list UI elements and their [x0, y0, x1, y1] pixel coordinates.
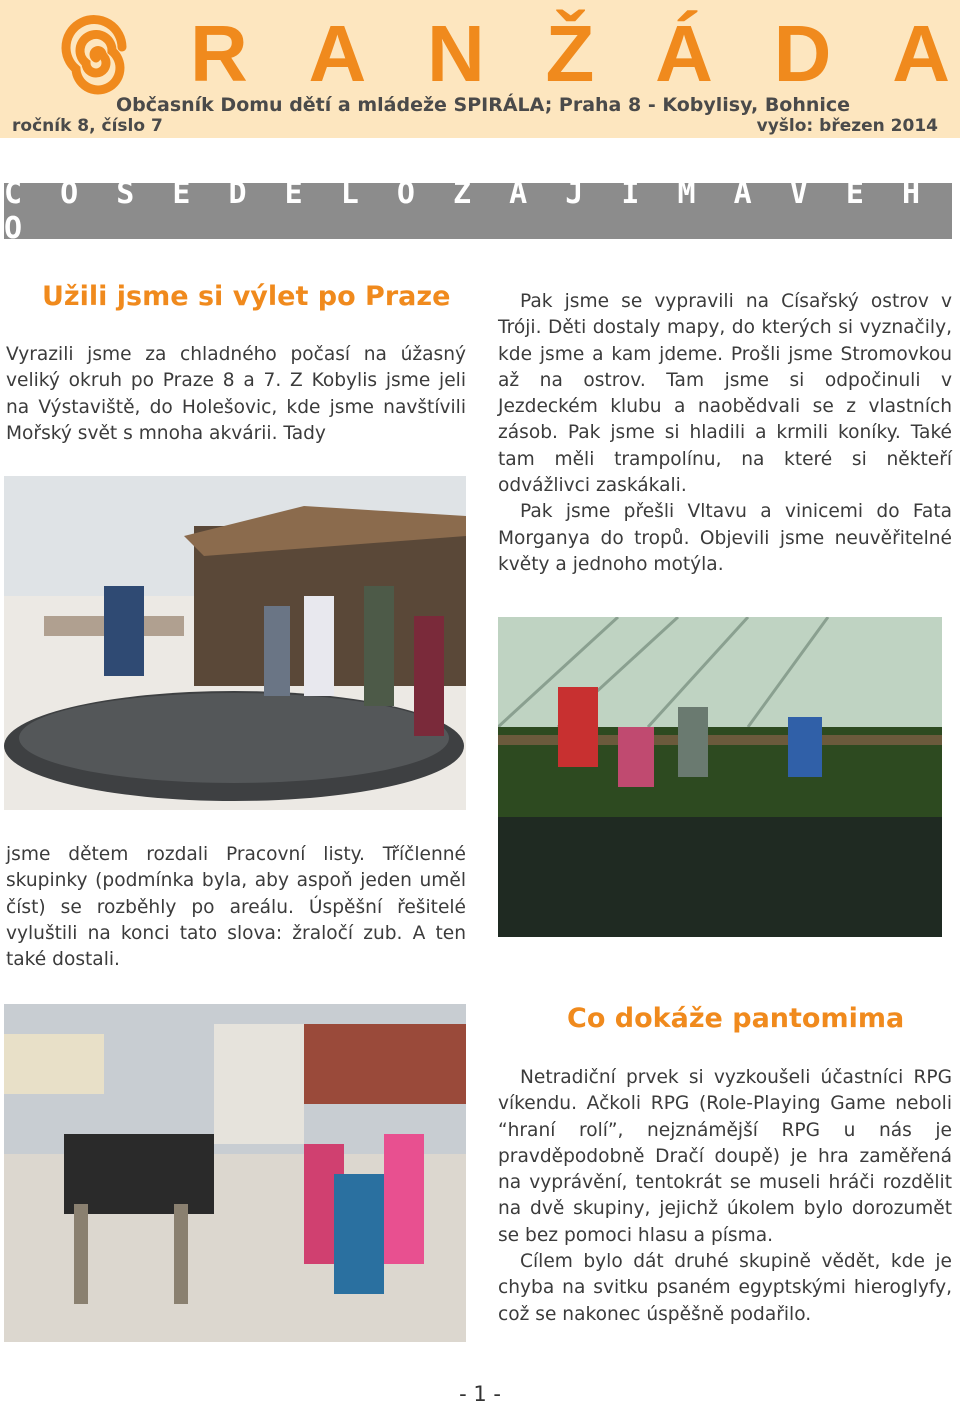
issue-number: ročník 8, číslo 7 — [12, 116, 163, 136]
masthead — [0, 0, 960, 138]
article-title: Užili jsme si výlet po Praze — [42, 281, 451, 312]
photo-trampoline — [4, 476, 466, 810]
photo-greenhouse — [498, 617, 942, 937]
article-title: Co dokáže pantomima — [567, 1003, 905, 1034]
paragraph-text: Pak jsme přešli Vltavu a vinicemi do Fata Morganya do tropů. Objevili jsme neuvěřitelné květy a jednoho motýla. — [498, 501, 952, 575]
title-letter: N — [427, 9, 485, 98]
paragraph-text: Netradiční prvek si vyzkoušeli účastníci RPG víkendu. Ačkoli RPG (Role-Playing Game neboli “hraní rolí”, nejznámější RPG u nás je pravděpodobně Dračí doupě) je hra zaměřená na vyprávění, tentokrát se museli hráči rozdělit na dvě skupiny, jejichž úkolem bylo dorozumět se bez pomoci hlasu a písma. — [498, 1067, 952, 1246]
article-paragraph — [498, 1065, 952, 1328]
title-letter: A — [308, 9, 367, 98]
title-letter: Ž — [545, 9, 595, 98]
newsletter-title — [190, 4, 950, 104]
article-paragraph — [6, 842, 466, 973]
paragraph-text: Vyrazili jsme za chladného počasí na úžasný veliký okruh po Praze 8 a 7. Z Kobylis jsme jeli na Výstaviště, do Holešovic, kde jsme navštívili Mořský svět s mnoha akvárii. Tady — [6, 344, 466, 444]
title-letter: Á — [655, 9, 713, 98]
photo-horse — [4, 1004, 466, 1342]
article-paragraph — [6, 342, 466, 447]
page-number: - 1 - — [459, 1382, 501, 1406]
article-paragraph — [498, 289, 952, 578]
title-letter: A — [892, 9, 950, 98]
paragraph-text: Cílem bylo dát druhé skupině vědět, kde je chyba na svitku psaném egyptskými hieroglyfy, což se nakonec úspěšně podařilo. — [498, 1251, 952, 1325]
paragraph-text: jsme dětem rozdali Pracovní listy. Tříčlenné skupinky (podmínka byla, aby aspoň jeden uměl číst) se rozběhly po areálu. Úspěšní řešitelé vyluštili na konci tato slova: žraločí zub. A ten také dostali. — [6, 844, 466, 971]
title-letter: R — [190, 9, 248, 98]
spiral-icon — [48, 12, 144, 102]
issue-date: vyšlo: březen 2014 — [756, 116, 938, 136]
paragraph-text: Pak jsme se vypravili na Císařský ostrov v Tróji. Děti dostaly mapy, do kterých si vyznačily, kde jsme a kam jdeme. Prošli jsme Stromovkou až na ostrov. Tam jsme si odpočinuli v Jezdeckém klubu a naobědvali se z vlastních zásob. Pak jsme si hladili a krmili koníky. Také tam měli trampolínu, na které si někteří odvážlivci zaskákali. — [498, 291, 952, 497]
newsletter-subtitle: Občasník Domu dětí a mládeže SPIRÁLA; Praha 8 - Kobylisy, Bohnice — [116, 94, 851, 116]
title-letter: D — [773, 9, 832, 98]
section-title: C O S E D Ě L O Z A J Í M A V É H O — [4, 183, 952, 239]
